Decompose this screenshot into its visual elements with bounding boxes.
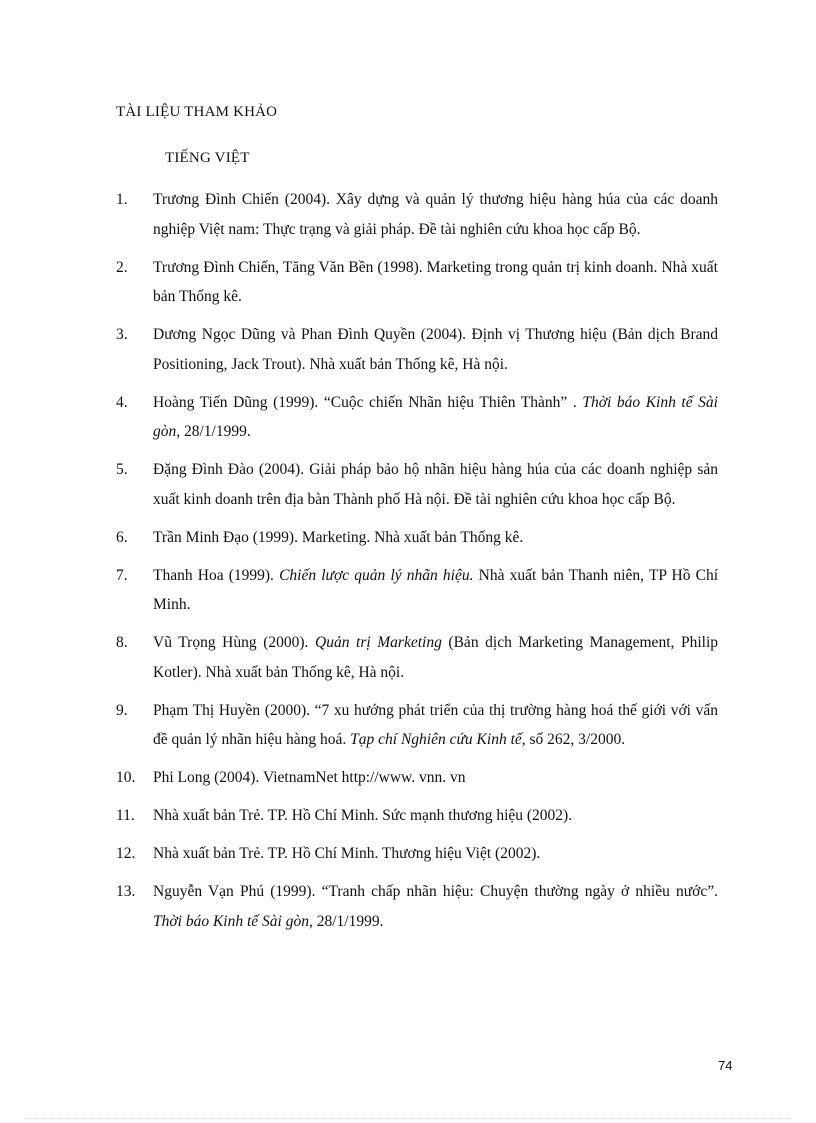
reference-text	[153, 388, 718, 447]
reference-text-segment: Trương Đình Chiến (2004). Xây dựng và quản lý thương hiệu hàng húa của các doanh nghiệp Việt nam: Thực trạng và giải pháp. Đề tài nghiên cứu khoa học cấp Bộ.	[153, 191, 718, 238]
reference-italic-title: Chiến lược quản lý nhãn hiệu.	[279, 566, 474, 584]
reference-number: 6.	[116, 528, 128, 546]
reference-item	[116, 388, 718, 447]
reference-text-segment: , 28/1/1999.	[176, 423, 251, 440]
reference-italic-title: Thời báo Kinh tế Sài gòn	[153, 393, 718, 440]
reference-item	[116, 696, 718, 755]
reference-item	[116, 561, 718, 620]
reference-item	[116, 320, 718, 379]
reference-text-segment: Đặng Đình Đào (2004). Giải pháp bảo hộ nhãn hiệu hàng húa của các doanh nghiệp sản xuất kinh doanh trên địa bàn Thành phố Hà nội. Đề tài nghiên cứu khoa học cấp Bộ.	[153, 461, 718, 508]
reference-item	[116, 185, 718, 244]
reference-text-segment: , số 262, 3/2000.	[521, 731, 626, 748]
reference-text	[153, 877, 718, 936]
reference-number: 8.	[116, 634, 128, 651]
reference-number: 1.	[116, 191, 128, 208]
reference-text-segment: Thanh Hoa (1999).	[153, 566, 280, 584]
reference-text-segment: Nhà xuất bản Trẻ. TP. Hồ Chí Minh. Thương hiệu Việt (2002).	[153, 845, 541, 862]
reference-text-segment: Trần Minh Đạo (1999). Marketing. Nhà xuất bản Thống kê.	[153, 528, 524, 546]
reference-text-segment: (Bản dịch Marketing Management, Philip Kotler). Nhà xuất bản Thống kê, Hà nội.	[153, 634, 719, 681]
reference-number: 9.	[116, 701, 128, 719]
reference-item	[116, 628, 718, 687]
reference-text-segment: Nguyễn Vạn Phú (1999). “Tranh chấp nhãn hiệu: Chuyện thường ngày ở nhiều nước”.	[153, 883, 718, 900]
reference-item	[116, 763, 718, 793]
reference-text	[153, 253, 718, 312]
reference-number: 5.	[116, 461, 128, 478]
reference-item	[116, 455, 718, 514]
reference-text-segment: Nhà xuất bản Thanh niên, TP Hồ Chí Minh.	[153, 566, 718, 613]
reference-number: 3.	[116, 326, 128, 343]
reference-number: 11.	[116, 807, 135, 824]
reference-text	[153, 523, 718, 553]
reference-item	[116, 523, 718, 553]
reference-text-segment: Dương Ngọc Dũng và Phan Đình Quyền (2004). Định vị Thương hiệu (Bản dịch Brand Positioning, Jack Trout). Nhà xuất bản Thống kê, Hà nội.	[153, 326, 718, 373]
page-bottom-divider	[24, 1118, 792, 1119]
reference-text-segment: , 28/1/1999.	[308, 912, 384, 930]
reference-text-segment: Phạm Thị Huyền (2000). “7 xu hướng phát triển của thị trường hàng hoá thế giới với vấn đề quản lý nhãn hiệu hàng hoá.	[153, 701, 718, 748]
reference-text	[153, 185, 718, 244]
reference-item	[116, 877, 718, 936]
reference-text-segment: Vũ Trọng Hùng (2000).	[153, 634, 315, 651]
reference-text	[153, 320, 718, 379]
reference-number: 7.	[116, 566, 128, 584]
reference-list	[116, 185, 718, 945]
reference-number: 12.	[116, 845, 136, 862]
reference-text	[153, 455, 718, 514]
reference-number: 10.	[116, 769, 136, 786]
reference-text	[153, 801, 718, 831]
reference-text	[153, 561, 718, 620]
reference-item	[116, 801, 718, 831]
reference-text-segment: Nhà xuất bản Trẻ. TP. Hồ Chí Minh. Sức mạnh thương hiệu (2002).	[153, 807, 573, 824]
page-title: TÀI LIỆU THAM KHẢO	[116, 104, 278, 120]
reference-text-segment: Trương Đình Chiến, Tăng Văn Bền (1998). Marketing trong quản trị kinh doanh. Nhà xuất bản Thống kê.	[153, 258, 718, 305]
reference-italic-title: Thời báo Kinh tế Sài gòn	[153, 912, 309, 930]
section-heading: TIẾNG VIỆT	[165, 150, 250, 166]
reference-number: 2.	[116, 258, 128, 276]
reference-italic-title: Quản trị Marketing	[315, 634, 442, 651]
reference-text	[153, 839, 718, 869]
reference-text	[153, 628, 718, 687]
reference-text	[153, 763, 718, 793]
reference-number: 4.	[116, 393, 128, 411]
reference-text-segment: Hoàng Tiến Dũng (1999). “Cuộc chiến Nhãn hiệu Thiên Thành” .	[153, 393, 583, 411]
reference-item	[116, 839, 718, 869]
reference-text-segment: Phi Long (2004). VietnamNet http://www. vnn. vn	[153, 769, 466, 786]
reference-text	[153, 696, 718, 755]
reference-italic-title: Tạp chí Nghiên cứu Kinh tế	[350, 731, 522, 748]
reference-item	[116, 253, 718, 312]
page-number: 74	[718, 1058, 733, 1073]
reference-number: 13.	[116, 883, 136, 900]
